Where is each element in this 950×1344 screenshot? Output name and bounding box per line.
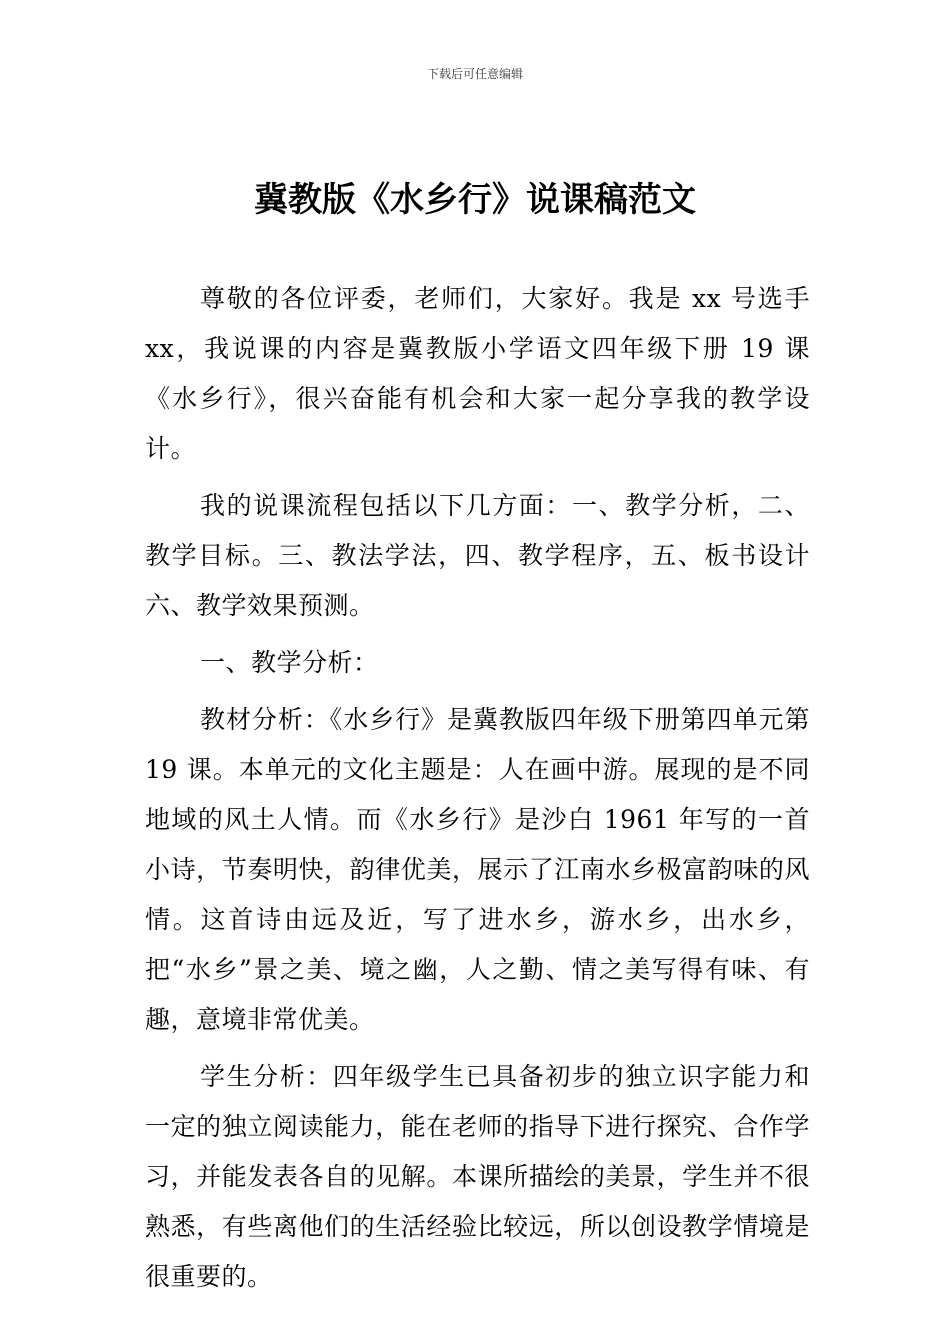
paragraph-material-analysis: 教材分析：《水乡行》是冀教版四年级下册第四单元第 19 课。本单元的文化主题是：人在画中游。展现的是不同地域的风土人情。而《水乡行》是沙白 1961 年写的一首小诗，节奏明快，韵律优美，展示了江南水乡极富韵味的风情。这首诗由远及近，写了进水乡，游水乡，出水乡，把“水乡”景之美、境之幽，人之勤、情之美写得有味、有趣，意境非常优美。 [145,705,810,1034]
paragraph-outline: 我的说课流程包括以下几方面：一、教学分析，二、教学目标。三、教法学法，四、教学程序，五、板书设计六、教学效果预测。 [145,491,810,620]
paragraph-greeting: 尊敬的各位评委，老师们，大家好。我是 xx 号选手 xx，我说课的内容是冀教版小学语文四年级下册 19 课《水乡行》，很兴奋能有机会和大家一起分享我的教学设计。 [145,284,810,463]
section-heading-teaching-analysis: 一、教学分析： [200,648,379,677]
paragraph-student-analysis: 学生分析：四年级学生已具备初步的独立识字能力和一定的独立阅读能力，能在老师的指导下进行探究、合作学习，并能发表各自的见解。本课所描绘的美景，学生并不很熟悉，有些离他们的生活经验比较远，所以创设教学情境是很重要的。 [145,1062,810,1291]
header-note: 下载后可任意编辑 [426,67,523,81]
document-title: 冀教版《水乡行》说课稿范文 [254,180,696,220]
document-body [145,274,810,1302]
